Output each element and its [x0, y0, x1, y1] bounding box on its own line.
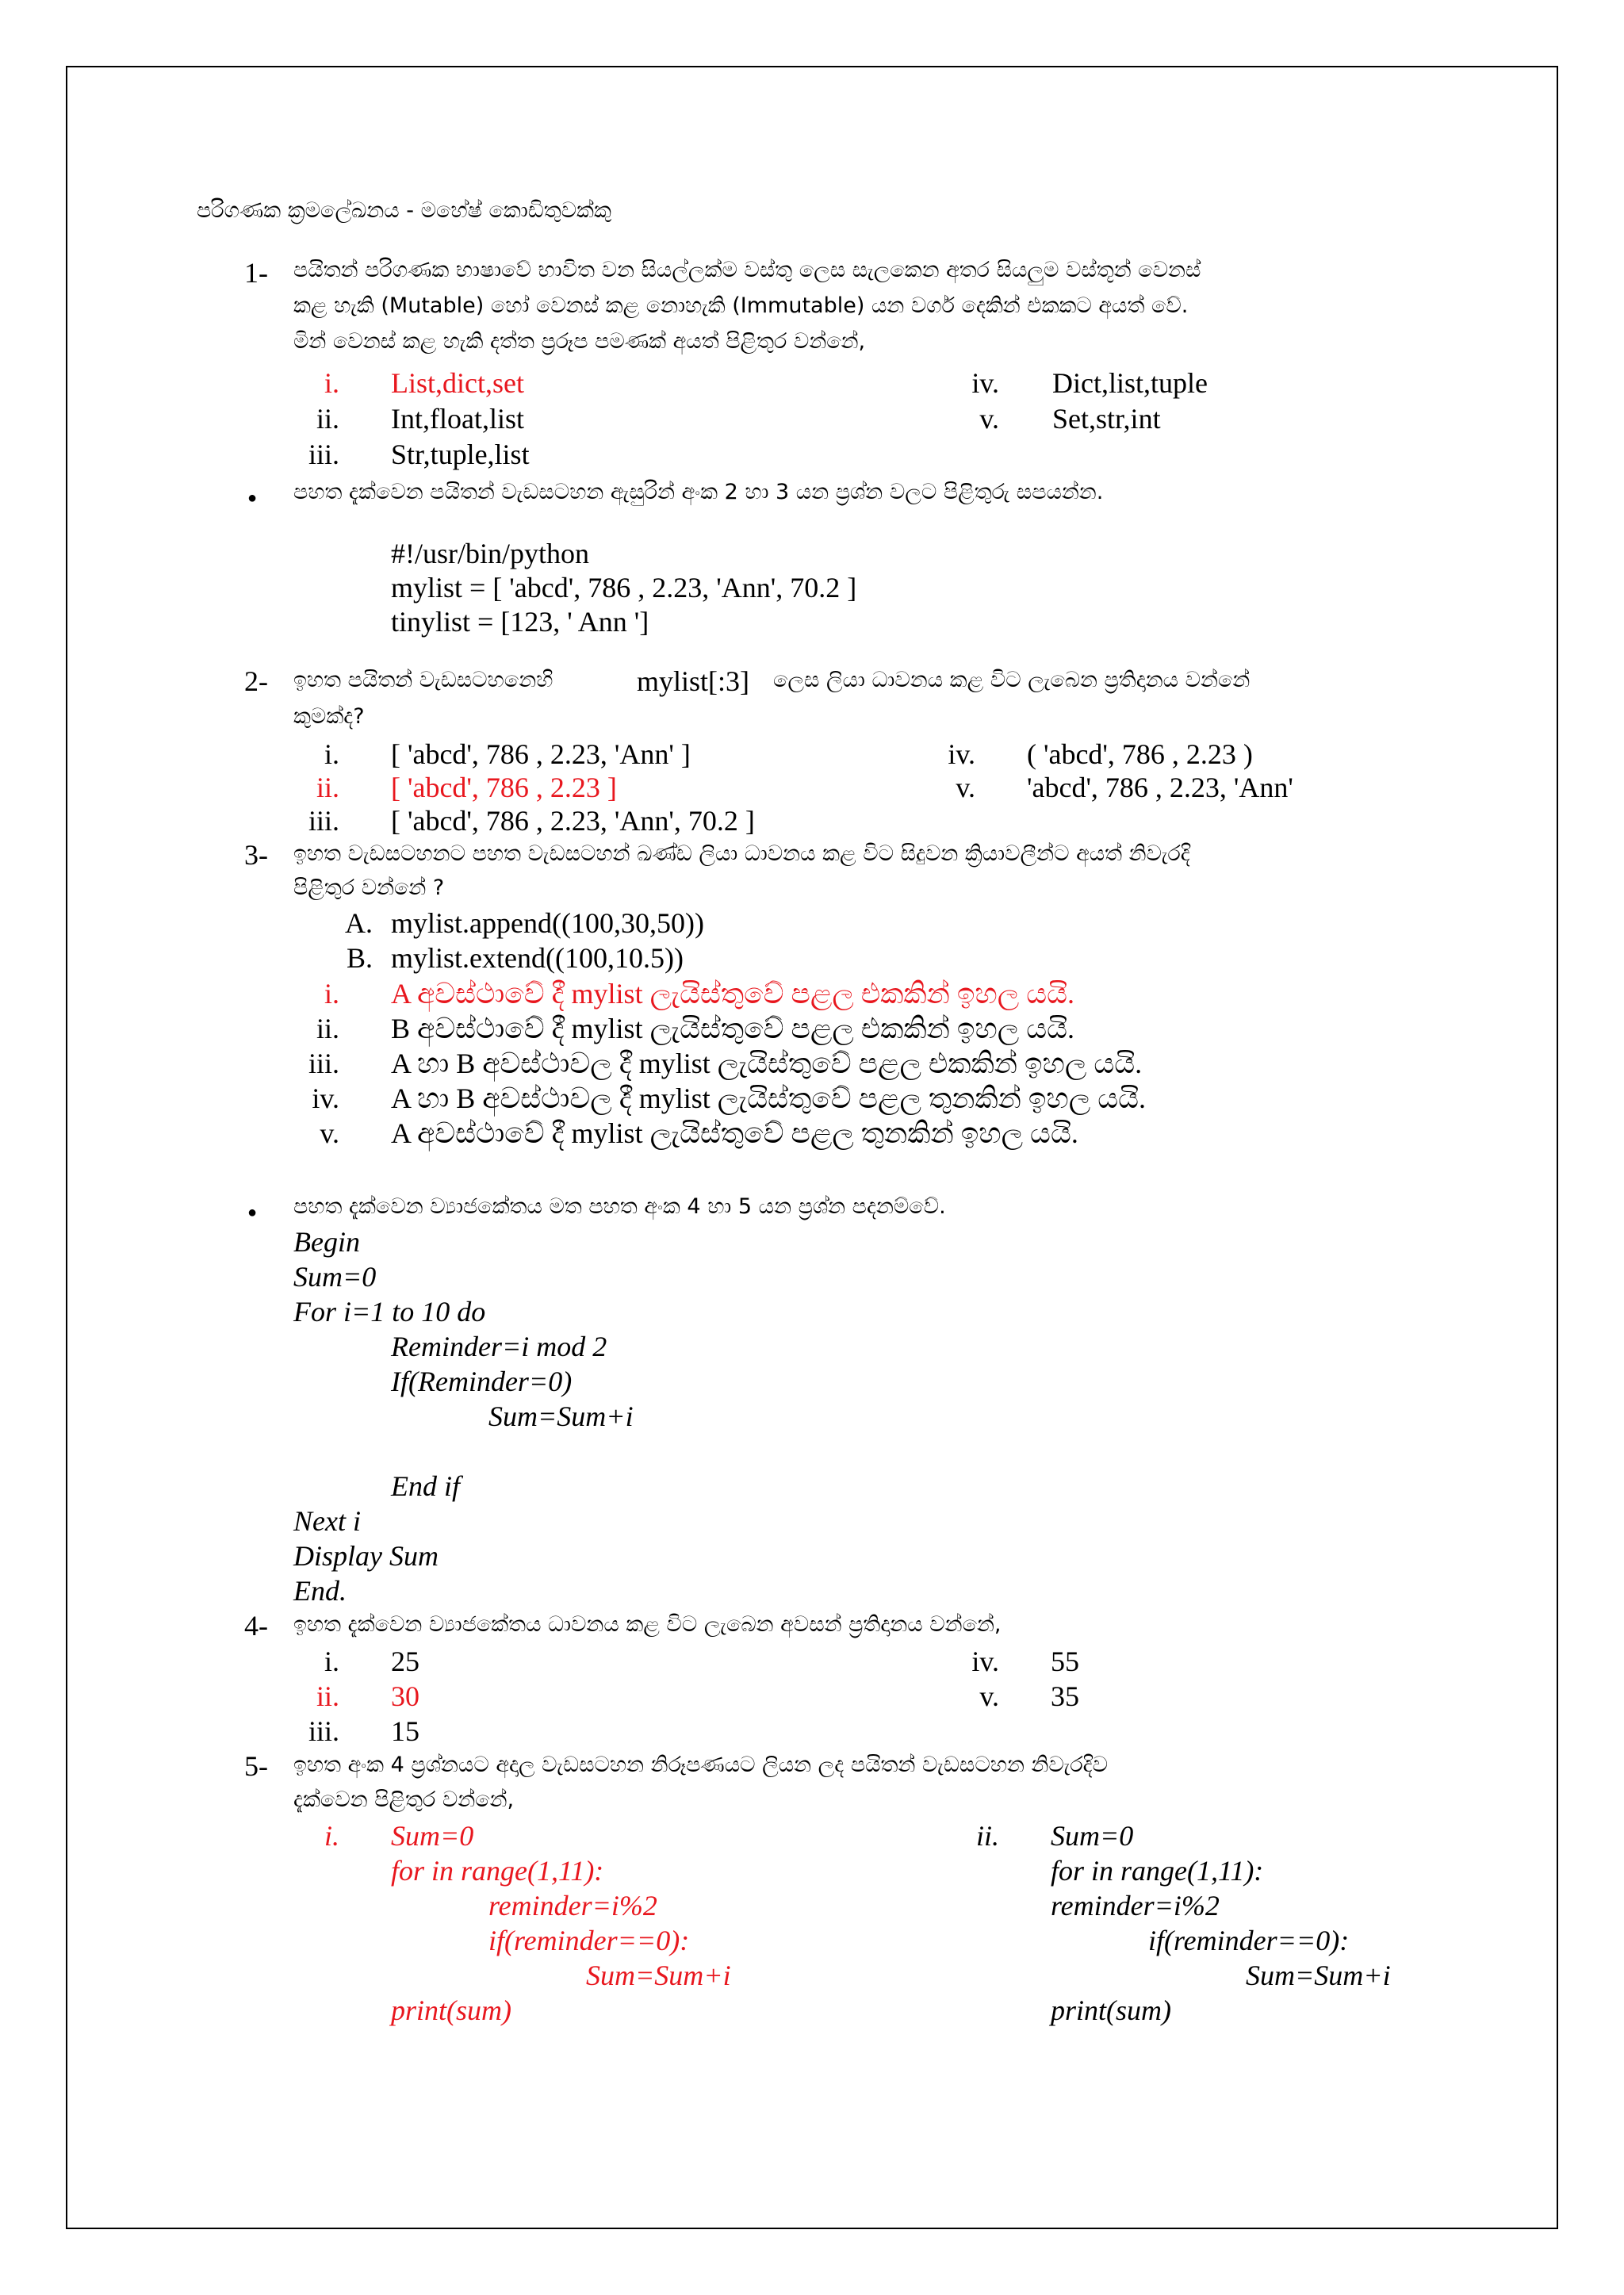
code1-line-3: tinylist = [123, ' Ann '] [391, 606, 649, 638]
q3-case-a-label: A. [345, 907, 373, 939]
q2-option-ii-number: ii. [316, 772, 339, 803]
q1-option-v-number: v. [979, 403, 999, 435]
q3-option-iii-text: A හා B අවස්ථාවල දී mylist ලැයිස්තුවේ පළල එකකින් ඉහල යයි. [391, 1048, 1143, 1079]
q3-option-iii-number: iii. [308, 1048, 339, 1079]
document-header: පරිගණක ක්‍රමලේඛනය - මහේෂ් කොඩිතුවක්කු [197, 198, 611, 223]
q5-option-i-number: i. [324, 1820, 339, 1852]
q3-option-iv-number: iv. [312, 1082, 339, 1114]
q1-line-2: කළ හැකි (Mutable) හෝ වෙනස් කළ නොහැකි (Immutable) යන වර්ග දෙකින් එකකට අයත් වේ. [293, 293, 1189, 318]
q3-option-iv-text: A හා B අවස්ථාවල දී mylist ලැයිස්තුවේ පළල තුනකින් ඉහල යයි. [391, 1082, 1146, 1114]
q5-option-i-code-2: for in range(1,11): [391, 1855, 604, 1887]
code1-line-1: #!/usr/bin/python [391, 538, 589, 569]
q4-option-ii-text: 30 [391, 1680, 419, 1712]
q5-number: 5- [244, 1750, 268, 1782]
pseudo-line-5: If(Reminder=0) [391, 1366, 573, 1397]
q5-line-2: දැක්වෙන පිළිතුර වන්නේ, [293, 1787, 515, 1812]
q4-number: 4- [244, 1610, 268, 1642]
q5-option-i-code-5: Sum=Sum+i [586, 1960, 731, 1991]
q5-option-i-code-4: if(reminder==0): [488, 1925, 690, 1956]
q2-line-1b: ලෙස ලියා ධාවනය කළ විට ලැබෙන ප්‍රතිදානය වන්නේ [773, 668, 1251, 692]
pseudo-line-2: Sum=0 [293, 1261, 377, 1293]
q4-option-i-number: i. [324, 1646, 339, 1677]
q3-option-i-number: i. [324, 978, 339, 1010]
q1-option-iii-text: Str,tuple,list [391, 439, 530, 470]
q1-option-i-number: i. [324, 367, 339, 399]
q5-option-ii-code-5: Sum=Sum+i [1246, 1960, 1391, 1991]
q3-line-2: පිළිතුර වන්නේ ? [293, 875, 445, 900]
q4-line: ඉහත දැක්වෙන ව්‍යාජකේතය ධාවනය කළ විට ලැබෙන අවසන් ප්‍රතිදානය වන්නේ, [293, 1612, 1002, 1637]
q5-option-ii-code-3: reminder=i%2 [1051, 1890, 1220, 1921]
q3-option-i-text: A අවස්ථාවේ දී mylist ලැයිස්තුවේ පළල එකකින් ඉහල යයි. [391, 978, 1074, 1010]
q3-case-b-code: mylist.extend((100,10.5)) [391, 942, 684, 974]
q3-option-v-number: v. [320, 1117, 339, 1149]
bullet-marker: ● [247, 489, 258, 507]
q1-option-ii-number: ii. [316, 403, 339, 435]
q3-option-ii-text: B අවස්ථාවේ දී mylist ලැයිස්තුවේ පළල එකකින් ඉහල යයි. [391, 1013, 1074, 1044]
q2-line-1-code: mylist[:3] [637, 665, 749, 697]
q2-option-i-text: [ 'abcd', 786 , 2.23, 'Ann' ] [391, 738, 691, 770]
q5-option-ii-number: ii. [975, 1820, 999, 1852]
q4-option-v-text: 35 [1051, 1680, 1079, 1712]
q2-option-v-text: 'abcd', 786 , 2.23, 'Ann' [1027, 772, 1293, 803]
pseudo-line-10: End. [293, 1575, 347, 1607]
q2-option-v-number: v. [956, 772, 975, 803]
q4-option-iv-text: 55 [1051, 1646, 1079, 1677]
q1-option-iv-text: Dict,list,tuple [1052, 367, 1208, 399]
q2-number: 2- [244, 665, 268, 697]
q5-option-i-code-6: print(sum) [391, 1994, 511, 2026]
q2-option-ii-text: [ 'abcd', 786 , 2.23 ] [391, 772, 617, 803]
q3-option-v-text: A අවස්ථාවේ දී mylist ලැයිස්තුවේ පළල තුනකින් ඉහල යයි. [391, 1117, 1078, 1149]
pseudo-line-3: For i=1 to 10 do [293, 1296, 486, 1328]
q2-line-2: කුමක්ද? [293, 704, 365, 729]
q1-option-iii-number: iii. [308, 439, 339, 470]
q4-option-iv-number: iv. [971, 1646, 999, 1677]
q5-option-ii-code-1: Sum=0 [1051, 1820, 1134, 1852]
q1-option-iv-number: iv. [971, 367, 999, 399]
q1-number: 1- [244, 257, 268, 289]
q2-option-i-number: i. [324, 738, 339, 770]
q5-option-i-code-3: reminder=i%2 [488, 1890, 657, 1921]
bullet-marker: ● [247, 1204, 258, 1221]
q2-line-1a: ඉහත පයිතන් වැඩසටහනෙහි [293, 668, 553, 692]
q4-option-ii-number: ii. [316, 1680, 339, 1712]
q1-line-1: පයිතන් පරිගණක භාෂාවේ භාවිත වන සියල්ලක්ම වස්තු ලෙස සැලකෙන අතර සියලුම වස්තූන් වෙනස් [293, 258, 1201, 282]
q2-option-iv-number: iv. [948, 738, 975, 770]
pseudo-line-6: Sum=Sum+i [488, 1400, 634, 1432]
q3-line-1: ඉහත වැඩසටහනට පහත වැඩසටහන් ඛණ්ඩ ලියා ධාවනය කළ විට සිදුවන ක්‍රියාවලීන්ට අයත් නිවැරදි [293, 841, 1190, 866]
pseudo-line-9: Display Sum [293, 1540, 439, 1572]
q5-option-ii-code-6: print(sum) [1051, 1994, 1171, 2026]
q3-number: 3- [244, 839, 268, 871]
q2-option-iii-text: [ 'abcd', 786 , 2.23, 'Ann', 70.2 ] [391, 805, 755, 837]
pseudo-line-1: Begin [293, 1226, 360, 1258]
q4-option-iii-text: 15 [391, 1715, 419, 1747]
bullet2-text: පහත දැක්වෙන ව්‍යාජකේතය මත පහත අංක 4 හා 5 යන ප්‍රශ්න පදනම්වේ. [293, 1194, 946, 1219]
q2-option-iii-number: iii. [308, 805, 339, 837]
pseudo-line-7: End if [391, 1470, 460, 1502]
q3-case-a-code: mylist.append((100,30,50)) [391, 907, 704, 939]
q1-option-v-text: Set,str,int [1052, 403, 1161, 435]
q5-option-ii-code-2: for in range(1,11): [1051, 1855, 1264, 1887]
q4-option-i-text: 25 [391, 1646, 419, 1677]
q5-option-ii-code-4: if(reminder==0): [1148, 1925, 1350, 1956]
q1-line-3: මින් වෙනස් කළ හැකි දත්ත ප්‍රරූප පමණක් අයත් පිළිතුර වන්නේ, [293, 329, 866, 354]
q4-option-v-number: v. [979, 1680, 999, 1712]
q1-option-i-text: List,dict,set [391, 367, 524, 399]
pseudo-line-4: Reminder=i mod 2 [391, 1331, 607, 1362]
q3-option-ii-number: ii. [316, 1013, 339, 1044]
pseudo-line-8: Next i [293, 1505, 361, 1537]
q5-option-i-code-1: Sum=0 [391, 1820, 474, 1852]
q3-case-b-label: B. [346, 942, 373, 974]
q4-option-iii-number: iii. [308, 1715, 339, 1747]
q1-option-ii-text: Int,float,list [391, 403, 524, 435]
bullet1-text: පහත දැක්වෙන පයිතන් වැඩසටහන ඇසුරින් අංක 2 හා 3 යන ප්‍රශ්න වලට පිළිතුරු සපයන්න. [293, 480, 1104, 504]
q5-line-1: ඉහත අංක 4 ප්‍රශ්නයට අදාල වැඩසටහන නිරූපණයට ලියන ලද පයිතන් වැඩසටහන නිවැරදිව [293, 1753, 1109, 1777]
q2-option-iv-text: ( 'abcd', 786 , 2.23 ) [1027, 738, 1253, 770]
code1-line-2: mylist = [ 'abcd', 786 , 2.23, 'Ann', 70.2 ] [391, 572, 857, 603]
